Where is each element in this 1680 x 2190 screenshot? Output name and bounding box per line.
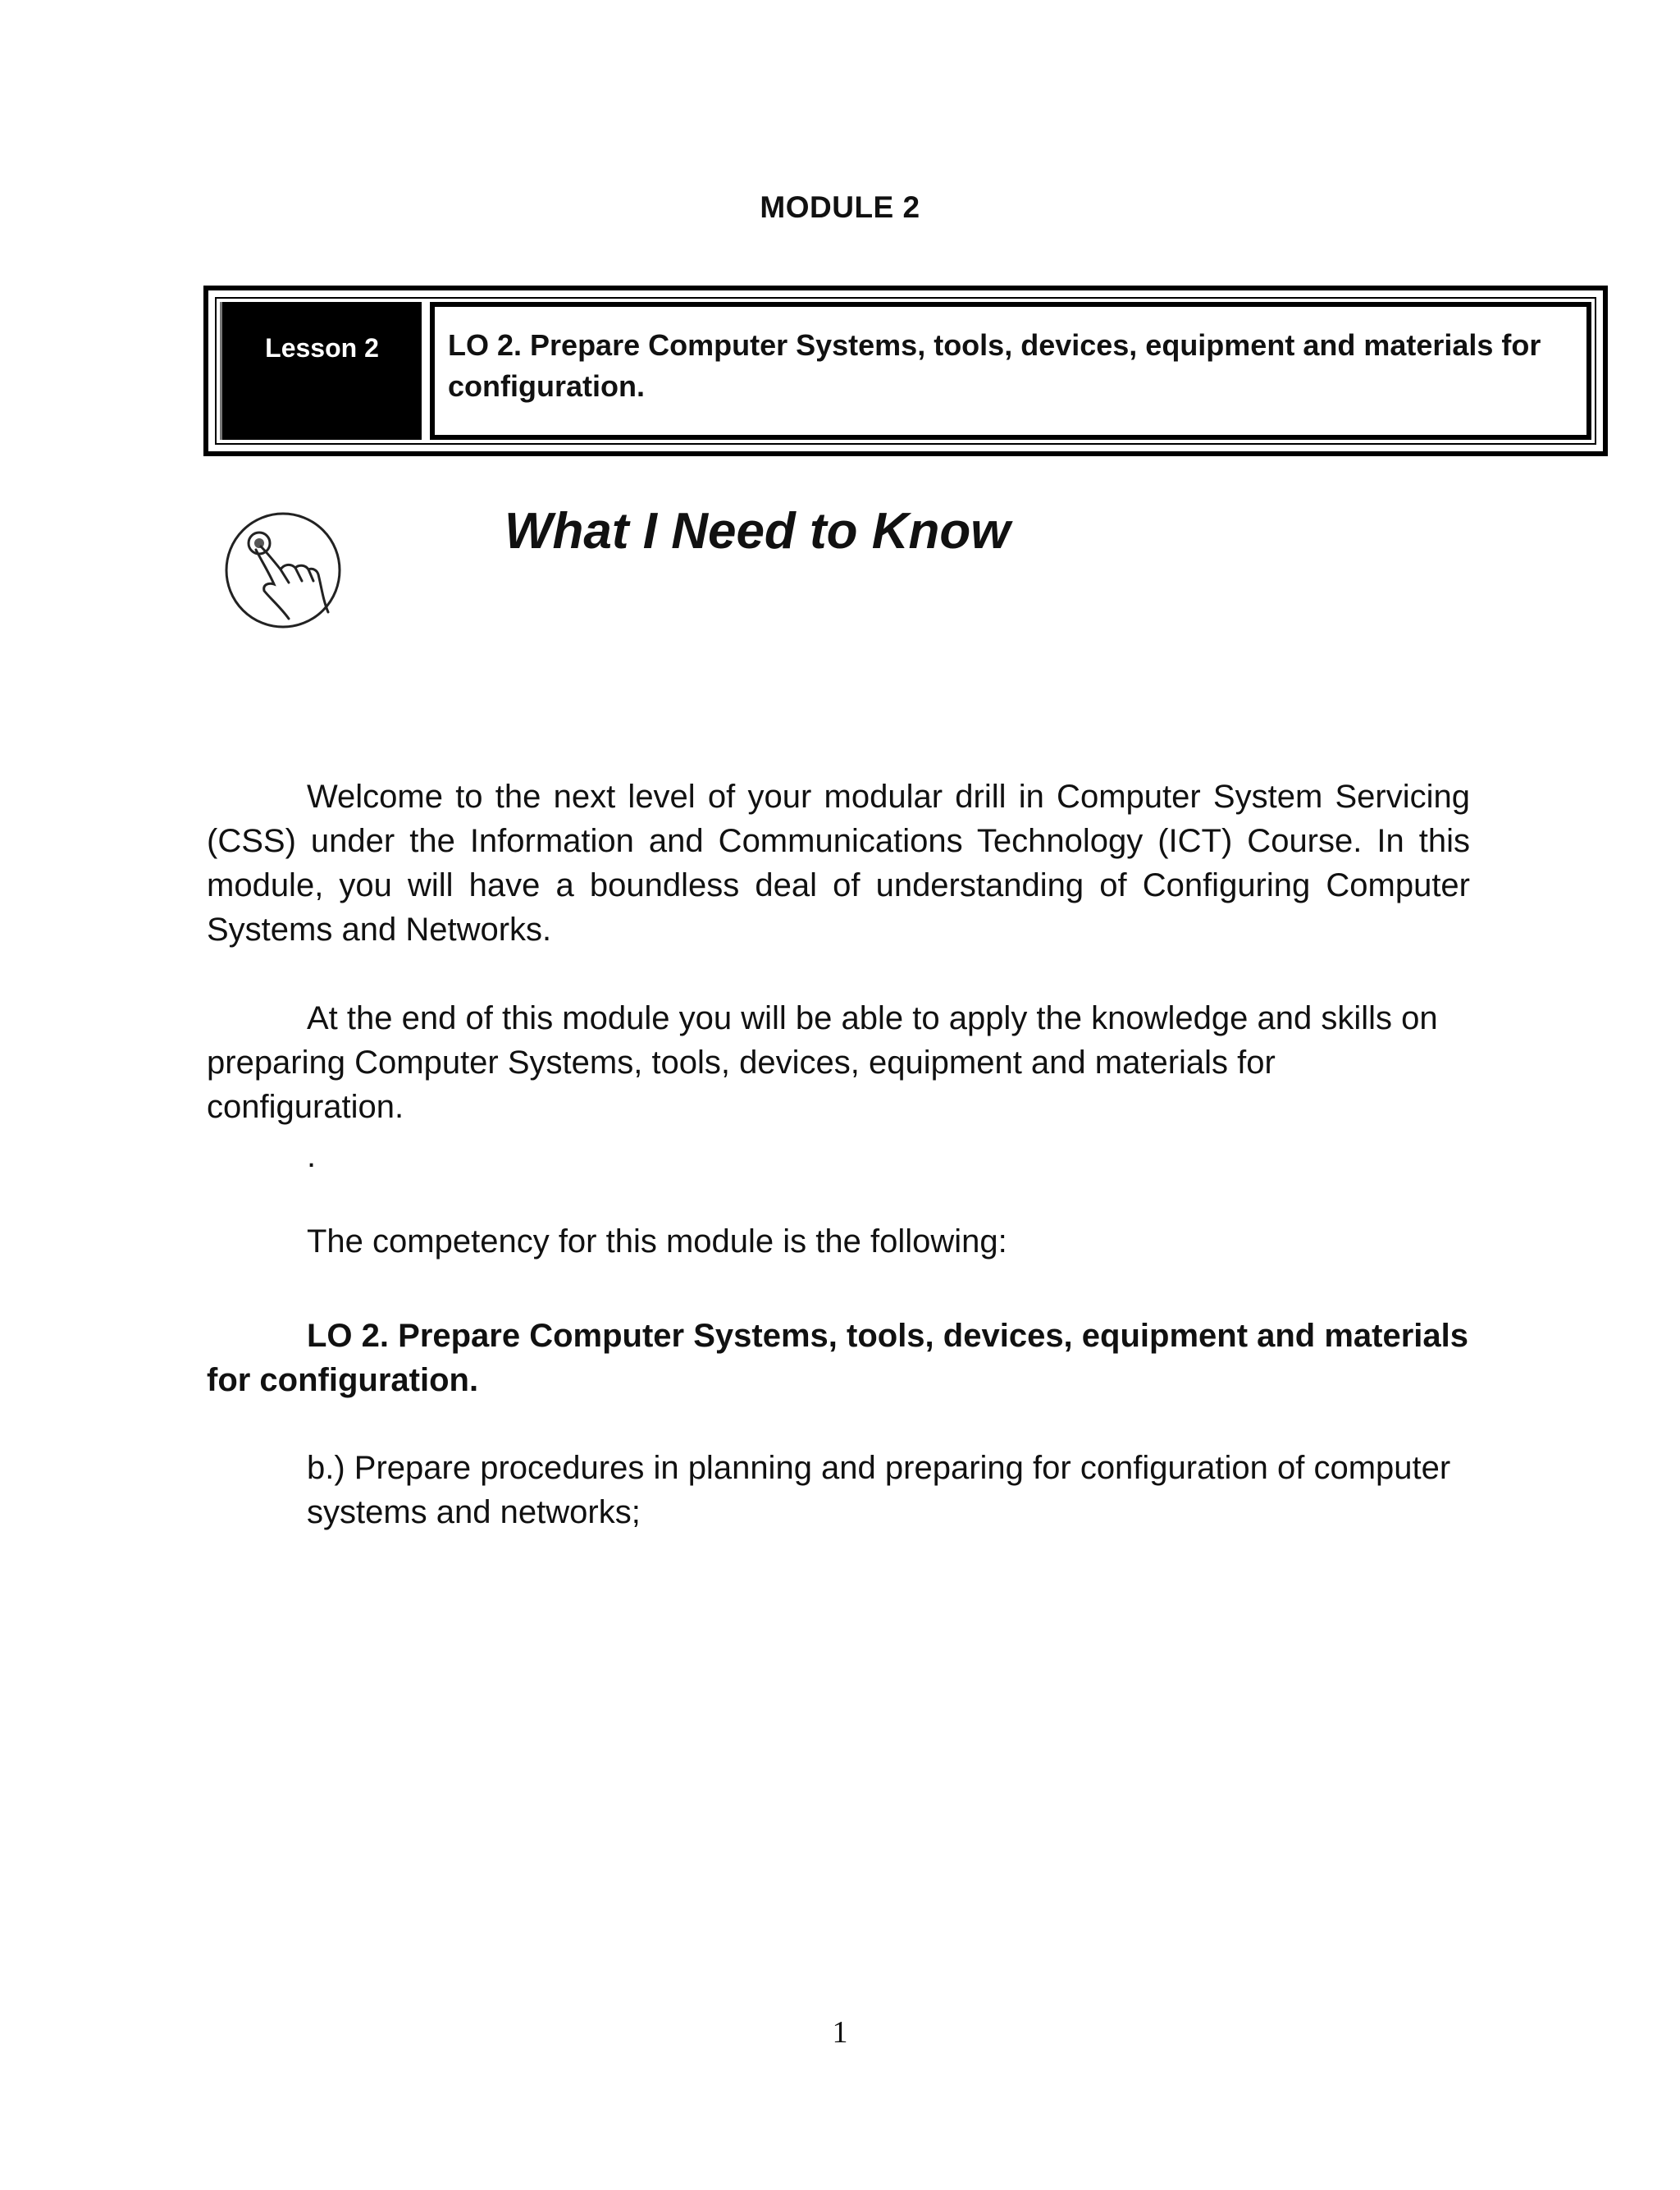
module-title: MODULE 2 — [760, 190, 920, 224]
competency-intro: The competency for this module is the following: — [307, 1223, 1007, 1260]
welcome-paragraph: Welcome to the next level of your modular drill in Computer System Servicing (CSS) under the Information and Communications Technology (ICT) Course. In this module, you will have a boundless deal of understanding of Configuring Computer Systems and Networks. — [207, 779, 1470, 948]
page-number: 1 — [832, 2015, 848, 2050]
lesson-tag — [220, 302, 422, 440]
end-of-module-paragraph: At the end of this module you will be able to apply the knowledge and skills on preparing Computer Systems, tools, devices, equipment and materials for configuration. — [207, 1000, 1438, 1125]
lesson-objective: LO 2. Prepare Computer Systems, tools, devices, equipment and materials for configuration. — [448, 328, 1541, 403]
lesson-objective-box — [430, 302, 1591, 440]
lesson-tag-label: Lesson 2 — [265, 333, 379, 363]
section-heading: What I Need to Know — [504, 503, 1011, 560]
touch-hand-icon — [223, 510, 343, 630]
stray-dot: . — [307, 1138, 317, 1174]
competency-statement: LO 2. Prepare Computer Systems, tools, devices, equipment and materials for configuration. — [207, 1318, 1469, 1398]
lesson-header — [203, 286, 1608, 456]
competency-sub-item: b.) Prepare procedures in planning and preparing for configuration of computer systems and networks; — [307, 1450, 1451, 1530]
